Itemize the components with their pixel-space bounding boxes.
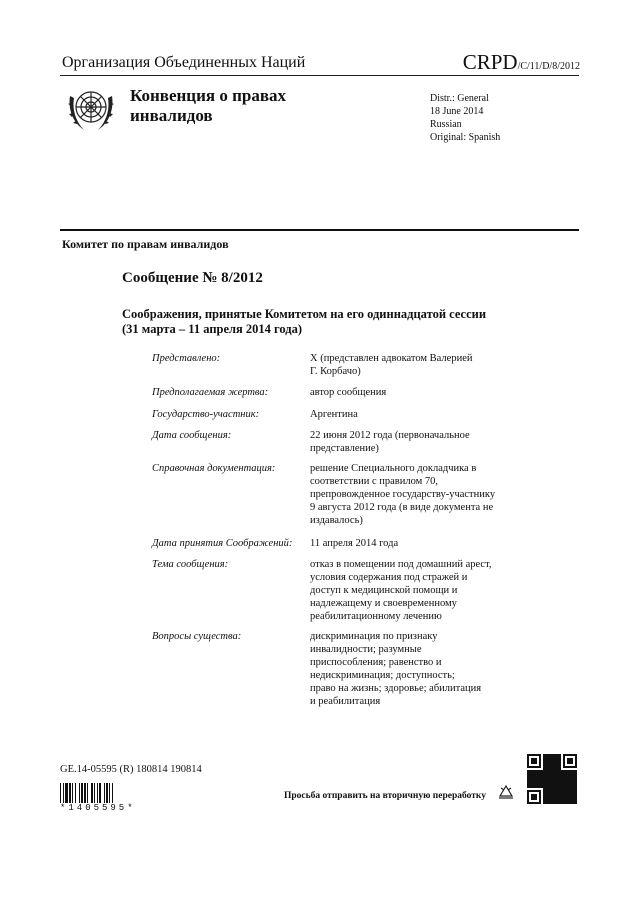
meta-value xyxy=(310,558,525,623)
meta-label: Вопросы существа: xyxy=(152,631,242,642)
meta-value xyxy=(310,386,525,399)
meta-label: Тема сообщения: xyxy=(152,559,229,570)
meta-value xyxy=(310,462,525,527)
meta-label: Государство-участник: xyxy=(152,409,260,420)
meta-value-line: автор сообщения xyxy=(310,387,387,398)
meta-value xyxy=(310,537,525,550)
meta-label: Представлено: xyxy=(152,353,221,364)
convention-title: Конвенция о правах инвалидов xyxy=(130,86,287,125)
meta-value xyxy=(310,630,525,708)
job-number: GE.14-05595 (R) 180814 190814 xyxy=(60,764,202,775)
distr-line: 18 June 2014 xyxy=(430,106,484,117)
symbol-suffix: /C/11/D/8/2012 xyxy=(517,61,580,72)
meta-value-line: издавалось) xyxy=(310,515,363,526)
distr-line: Original: Spanish xyxy=(430,132,501,143)
barcode-icon xyxy=(60,783,152,803)
meta-value-line: 22 июня 2012 года (первоначальное xyxy=(310,430,470,441)
un-emblem-icon xyxy=(64,82,118,136)
meta-value xyxy=(310,352,525,378)
meta-value-line: право на жизнь; здоровье; абилитация xyxy=(310,683,482,694)
communication-title: Сообщение № 8/2012 xyxy=(122,270,263,286)
meta-value-line: Аргентина xyxy=(310,409,358,420)
meta-value-line: решение Специального докладчика в xyxy=(310,463,477,474)
meta-value-line: надлежащему и своевременному xyxy=(310,598,457,609)
distribution-info xyxy=(430,92,500,144)
symbol-main: CRPD xyxy=(462,50,518,74)
meta-value-line: инвалидности; разумные xyxy=(310,644,422,655)
barcode-number: *1405595* xyxy=(60,803,136,813)
organization-name: Организация Объединенных Наций xyxy=(62,54,306,71)
meta-value-line: X (представлен адвокатом Валерией xyxy=(310,353,473,364)
distr-line: Distr.: General xyxy=(430,93,489,104)
committee-name: Комитет по правам инвалидов xyxy=(62,237,229,251)
meta-value-line: 9 августа 2012 года (в виде документа не xyxy=(310,502,494,513)
header-rule xyxy=(60,75,579,76)
meta-label: Справочная документация: xyxy=(152,463,276,474)
qr-code-icon xyxy=(525,752,579,806)
recycle-text: Просьба отправить на вторичную переработку xyxy=(284,791,486,801)
meta-label: Дата принятия Соображений: xyxy=(152,538,293,549)
distr-line: Russian xyxy=(430,119,462,130)
recycle-icon xyxy=(496,784,516,804)
meta-label: Дата сообщения: xyxy=(152,430,232,441)
document-symbol xyxy=(463,50,580,75)
views-title: Соображения, принятые Комитетом на его одиннадцатой сессии (31 марта – 11 апреля 2014 года) xyxy=(122,307,487,336)
meta-value-line: приспособления; равенство и xyxy=(310,657,442,668)
meta-value xyxy=(310,429,525,455)
meta-value-line: реабилитационному лечению xyxy=(310,611,442,622)
meta-value-line: дискриминация по признаку xyxy=(310,631,438,642)
meta-value-line: 11 апреля 2014 года xyxy=(310,538,399,549)
meta-value-line: отказ в помещении под домашний арест, xyxy=(310,559,492,570)
meta-label: Предполагаемая жертва: xyxy=(152,387,269,398)
meta-value-line: Г. Корбачо) xyxy=(310,366,361,377)
meta-value-line: и реабилитация xyxy=(310,696,381,707)
meta-value-line: доступ к медицинской помощи и xyxy=(310,585,458,596)
meta-value-line: условия содержания под стражей и xyxy=(310,572,468,583)
section-rule xyxy=(60,229,579,231)
meta-value xyxy=(310,408,525,421)
meta-value-line: представление) xyxy=(310,443,379,454)
meta-value-line: препровожденное государству-участнику xyxy=(310,489,496,500)
meta-value-line: недискриминация; доступность; xyxy=(310,670,455,681)
meta-value-line: соответствии с правилом 70, xyxy=(310,476,439,487)
